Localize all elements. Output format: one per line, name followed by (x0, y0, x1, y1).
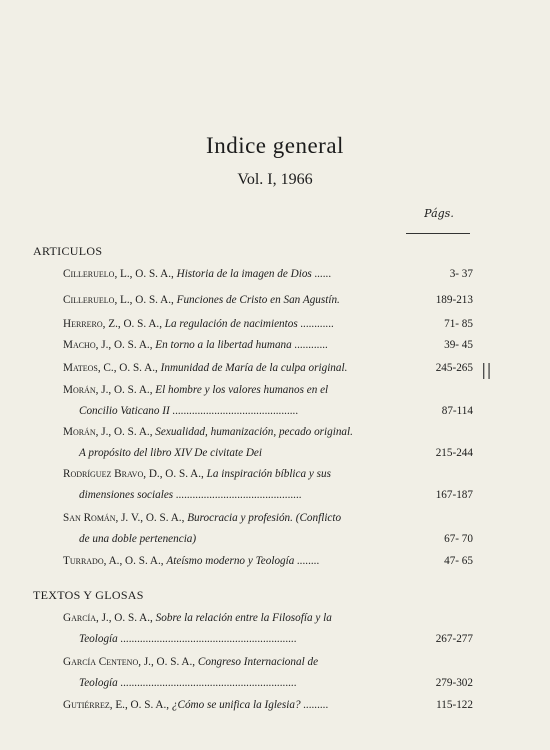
pages-column-header: Págs. (424, 207, 454, 220)
entry-title: Funciones de Cristo en San Agustín. (176, 294, 340, 306)
entry-author: San Román, J. V., O. S. A., (63, 512, 188, 524)
entry-title: Inmunidad de María de la culpa original. (160, 362, 348, 374)
entry-title: Sobre la relación entre la Filosofía y la (155, 612, 332, 624)
pages-header-rule (406, 233, 470, 234)
index-entry (63, 699, 473, 720)
entry-pages: 87-114 (441, 405, 473, 417)
entry-title: ¿Cómo se unifica la Iglesia? ......... (171, 699, 329, 711)
entry-author: Rodríguez Bravo, D., O. S. A., (63, 468, 207, 480)
entry-title: Sexualidad, humanización, pecado original. (155, 426, 353, 438)
entry-pages: 267-277 (435, 633, 473, 645)
index-entry (63, 294, 473, 315)
section-heading-textos-y-glosas: TEXTOS Y GLOSAS (33, 588, 144, 602)
entry-pages: 167-187 (435, 489, 473, 501)
entry-author: Morán, J., O. S. A., (63, 426, 156, 438)
index-entry (63, 362, 473, 383)
entry-title-continued: Teología ............................................................... (79, 633, 297, 645)
entry-author: Turrado, A., O. S. A., (63, 555, 167, 567)
index-entry (63, 512, 473, 553)
entry-pages: 3- 37 (449, 268, 473, 280)
entry-title-continued: dimensiones sociales ............................................. (79, 489, 302, 501)
entry-author: Gutiérrez, E., O. S. A., (63, 699, 172, 711)
entry-title-continued: Teología ............................................................... (79, 677, 297, 689)
index-entry (63, 318, 473, 339)
index-entry (63, 384, 473, 425)
index-entry (63, 426, 473, 467)
entry-author: Cilleruelo, L., O. S. A., (63, 268, 177, 280)
entry-title: Historia de la imagen de Dios ...... (176, 268, 332, 280)
entry-pages: 47- 65 (444, 555, 473, 567)
entry-pages: 67- 70 (444, 533, 473, 545)
entry-title: Ateísmo moderno y Teología ........ (166, 555, 320, 567)
margin-mark: || (481, 360, 492, 379)
entry-title: La inspiración bíblica y sus (206, 468, 331, 480)
entry-title: La regulación de nacimientos ............ (164, 318, 335, 330)
entry-pages: 279-302 (435, 677, 473, 689)
index-entry (63, 268, 473, 289)
index-entry (63, 339, 473, 360)
entry-title-continued: A propósito del libro XIV De civitate Dei (79, 447, 263, 459)
entry-author: García Centeno, J., O. S. A., (63, 656, 198, 668)
volume-label: Vol. I, 1966 (237, 171, 313, 188)
index-entry (63, 656, 473, 697)
entry-title: En torno a la libertad humana ............ (155, 339, 329, 351)
entry-title: El hombre y los valores humanos en el (155, 384, 329, 396)
entry-author: Macho, J., O. S. A., (63, 339, 156, 351)
entry-pages: 245-265 (435, 362, 473, 374)
entry-pages: 39- 45 (444, 339, 473, 351)
entry-pages: 71- 85 (444, 318, 473, 330)
entry-pages: 215-244 (435, 447, 473, 459)
page-title: Indice general (206, 133, 344, 158)
index-entry (63, 612, 473, 653)
section-heading-articulos: ARTICULOS (33, 244, 103, 258)
entry-author: Herrero, Z., O. S. A., (63, 318, 165, 330)
entry-author: García, J., O. S. A., (63, 612, 156, 624)
entry-author: Mateos, C., O. S. A., (63, 362, 161, 374)
entry-title: Burocracia y profesión. (Conflicto (187, 512, 342, 524)
entry-author: Cilleruelo, L., O. S. A., (63, 294, 177, 306)
entry-title-continued: Concilio Vaticano II ............................................. (79, 405, 299, 417)
entry-pages: 189-213 (435, 294, 473, 306)
entry-title-continued: de una doble pertenencia) (79, 533, 197, 545)
entry-author: Morán, J., O. S. A., (63, 384, 156, 396)
index-entry (63, 555, 473, 576)
index-entry (63, 468, 473, 509)
entry-pages: 115-122 (436, 699, 473, 711)
entry-title: Congreso Internacional de (197, 656, 319, 668)
